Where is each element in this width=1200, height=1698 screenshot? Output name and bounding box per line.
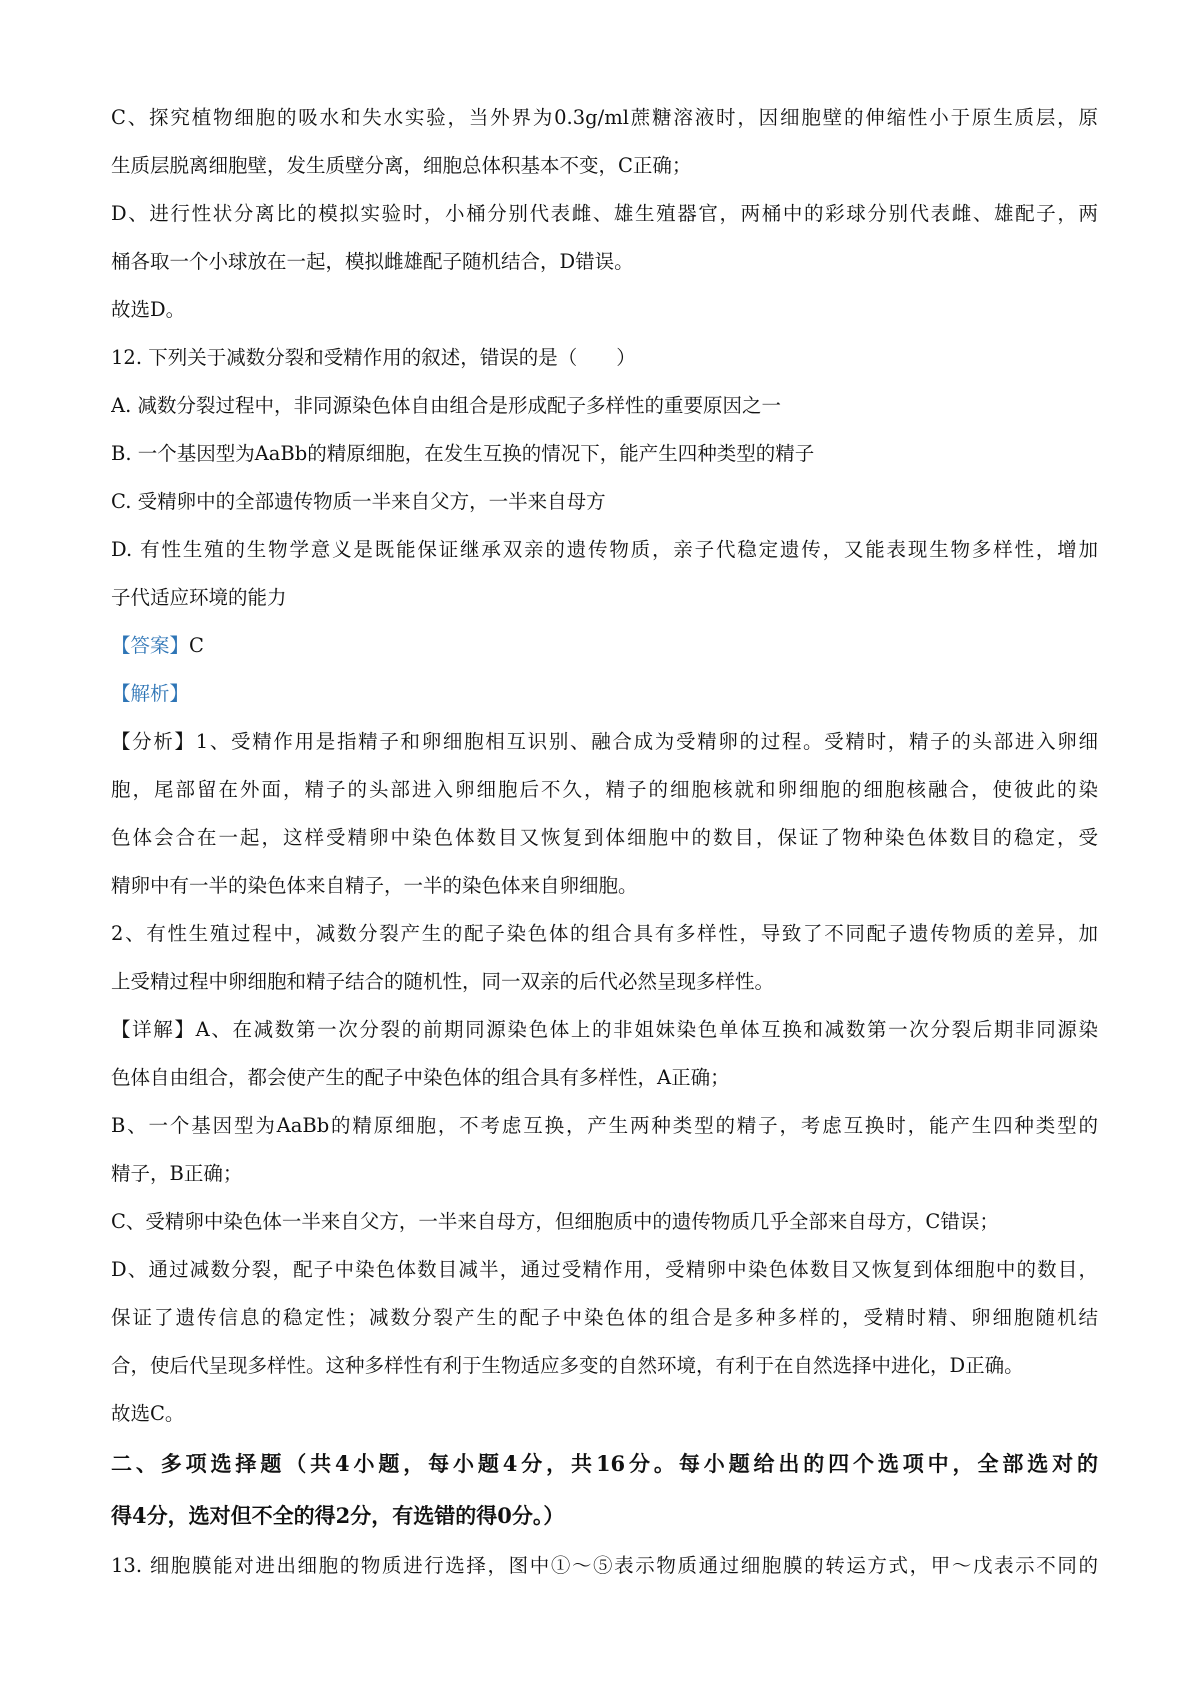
document-page (111, 94, 1098, 1590)
analysis-text: 色体会合在一起，这样受精卵中染色体数目又恢复到体细胞中的数目，保证了物种染色体数目的稳定，受 (111, 826, 1098, 849)
analysis-tag: 【解析】 (111, 682, 190, 705)
option-d: D. 有性生殖的生物学意义是既能保证继承双亲的遗传物质，亲子代稳定遗传，又能表现生物多样性，增加 (111, 538, 1098, 561)
option-b: B. 一个基因型为AaBb的精原细胞，在发生互换的情况下，能产生四种类型的精子 (111, 442, 815, 465)
detail-text: D、通过减数分裂，配子中染色体数目减半，通过受精作用，受精卵中染色体数目又恢复到体细胞中的数目， (111, 1258, 1098, 1281)
text-line: D、进行性状分离比的模拟实验时，小桶分别代表雌、雄生殖器官，两桶中的彩球分别代表雌、雄配子，两 (111, 202, 1098, 225)
analysis-text: 【分析】1、受精作用是指精子和卵细胞相互识别、融合成为受精卵的过程。受精时，精子的头部进入卵细 (111, 730, 1098, 753)
answer-value: C (189, 634, 204, 657)
detail-text: 故选C。 (111, 1402, 185, 1425)
option-d-cont: 子代适应环境的能力 (111, 586, 287, 609)
detail-text: 精子，B正确； (111, 1162, 243, 1185)
analysis-text: 上受精过程中卵细胞和精子结合的随机性，同一双亲的后代必然呈现多样性。 (111, 970, 775, 993)
section-heading-cont: 得4分，选对但不全的得2分，有选错的得0分。） (111, 1503, 565, 1528)
question-13-stem: 13. 细胞膜能对进出细胞的物质进行选择，图中①～⑤表示物质通过细胞膜的转运方式，甲～戊表示不同的 (111, 1554, 1098, 1577)
answer-tag: 【答案】 (111, 634, 190, 657)
question-12-stem: 12. 下列关于减数分裂和受精作用的叙述，错误的是（ ） (111, 346, 636, 369)
option-c: C. 受精卵中的全部遗传物质一半来自父方，一半来自母方 (111, 490, 606, 513)
analysis-text: 2、有性生殖过程中，减数分裂产生的配子染色体的组合具有多样性，导致了不同配子遗传物质的差异，加 (111, 922, 1098, 945)
text-line: 故选D。 (111, 298, 186, 321)
text-line: C、探究植物细胞的吸水和失水实验，当外界为0.3g/ml蔗糖溶液时，因细胞壁的伸缩性小于原生质层，原 (111, 106, 1098, 129)
text-line: 生质层脱离细胞壁，发生质壁分离，细胞总体积基本不变，C正确； (111, 154, 692, 177)
analysis-line (111, 670, 1098, 718)
detail-text: B、一个基因型为AaBb的精原细胞，不考虑互换，产生两种类型的精子，考虑互换时，能产生四种类型的 (111, 1114, 1098, 1137)
analysis-text: 精卵中有一半的染色体来自精子，一半的染色体来自卵细胞。 (111, 874, 638, 897)
text-line: 桶各取一个小球放在一起，模拟雌雄配子随机结合，D错误。 (111, 250, 634, 273)
detail-text: C、受精卵中染色体一半来自父方，一半来自母方，但细胞质中的遗传物质几乎全部来自母方，C错误； (111, 1210, 999, 1233)
section-heading: 二、多项选择题（共4小题，每小题4分，共16分。每小题给出的四个选项中，全部选对的 (111, 1451, 1098, 1476)
answer-line (111, 622, 1098, 670)
detail-text: 合，使后代呈现多样性。这种多样性有利于生物适应多变的自然环境，有利于在自然选择中进化，D正确。 (111, 1354, 1024, 1377)
analysis-text: 胞，尾部留在外面，精子的头部进入卵细胞后不久，精子的细胞核就和卵细胞的细胞核融合，使彼此的染 (111, 778, 1098, 801)
detail-text: 保证了遗传信息的稳定性；减数分裂产生的配子中染色体的组合是多种多样的，受精时精、卵细胞随机结 (111, 1306, 1098, 1329)
option-a: A. 减数分裂过程中，非同源染色体自由组合是形成配子多样性的重要原因之一 (111, 394, 781, 417)
detail-text: 色体自由组合，都会使产生的配子中染色体的组合具有多样性，A正确； (111, 1066, 730, 1089)
detail-text: 【详解】A、在减数第一次分裂的前期同源染色体上的非姐妹染色单体互换和减数第一次分裂后期非同源染 (111, 1018, 1098, 1041)
